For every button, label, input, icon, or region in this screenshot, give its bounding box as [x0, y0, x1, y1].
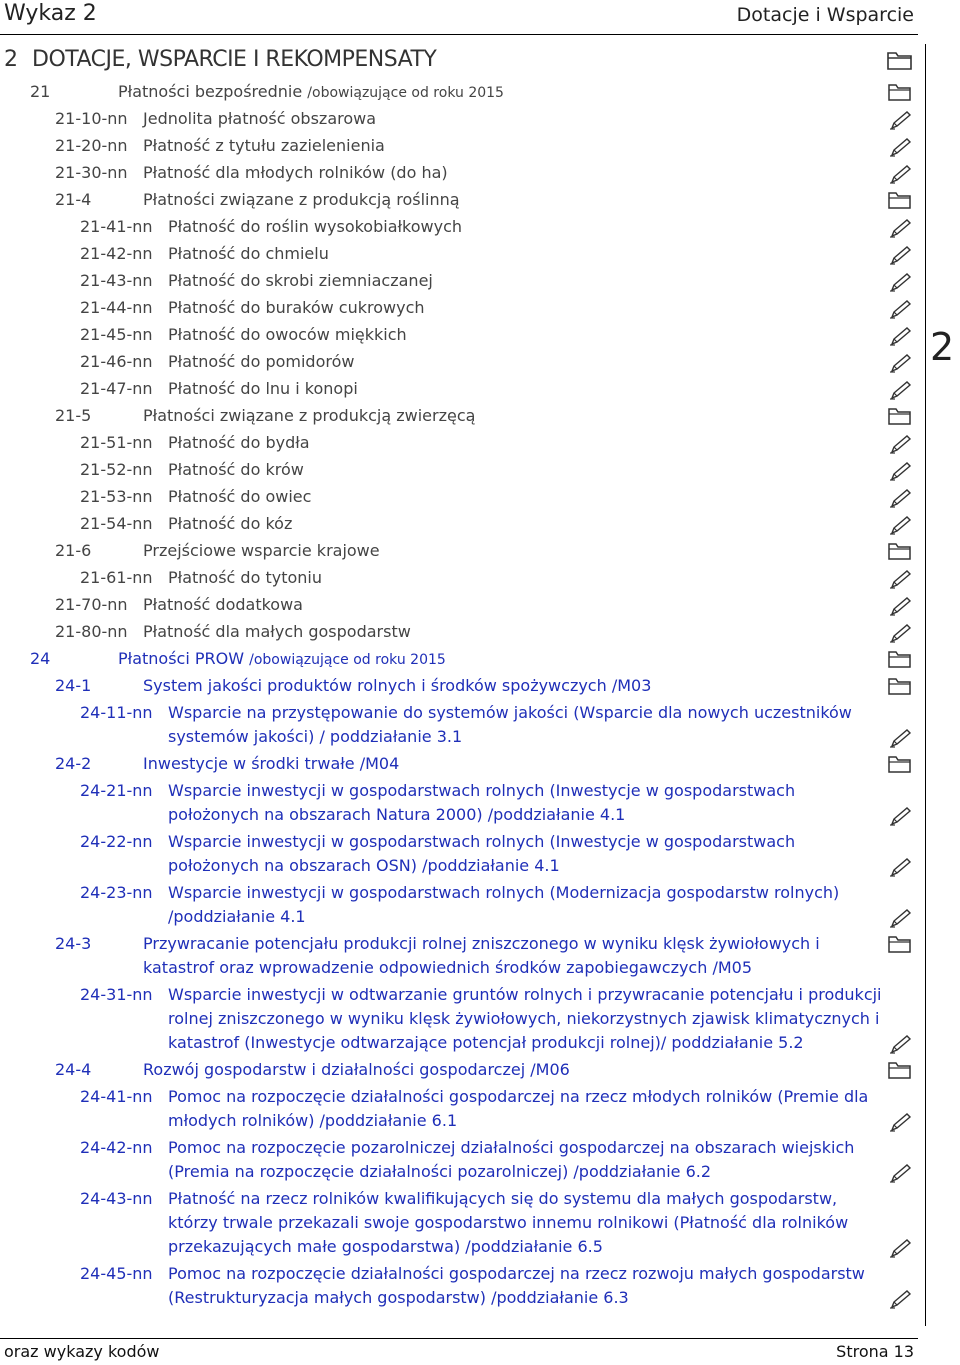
item-label — [143, 620, 878, 644]
item-label — [168, 242, 890, 266]
item-code: 21 — [30, 82, 51, 101]
item-label-text: Wsparcie inwestycji w gospodarstwach rolnych (Inwestycje w gospodarstwach położonych na obszarach OSN) /poddziałanie 4.1 — [168, 832, 796, 875]
list-item — [0, 620, 918, 647]
list-item — [0, 458, 918, 485]
item-label-text: Płatności związane z produkcją roślinną — [143, 190, 460, 209]
item-label-text: Pomoc na rozpoczęcie pozarolniczej działalności gospodarczej na obszarach wiejskich (Premia na rozpoczęcie działalności pozarolniczej) /poddziałanie 6.2 — [168, 1138, 855, 1181]
page-footer — [0, 1338, 918, 1365]
list-item — [0, 881, 918, 932]
folder-icon[interactable] — [886, 540, 914, 562]
item-label-text: Płatność do tytoniu — [168, 568, 322, 587]
pencil-icon[interactable] — [886, 1162, 914, 1184]
list-item — [0, 983, 918, 1058]
pencil-icon[interactable] — [886, 805, 914, 827]
item-label-text: Płatności bezpośrednie — [118, 82, 303, 101]
item-label — [168, 215, 890, 239]
item-label-text: Płatność z tytułu zazielenienia — [143, 136, 385, 155]
item-label — [143, 134, 878, 158]
footer-page-number: Strona 13 — [836, 1342, 914, 1361]
item-label-text: Wsparcie na przystępowanie do systemów jakości (Wsparcie dla nowych uczestników systemów jakości) / poddziałanie 3.1 — [168, 703, 852, 746]
pencil-icon[interactable] — [886, 298, 914, 320]
item-label — [168, 566, 890, 590]
list-item — [0, 80, 918, 107]
list-item — [0, 134, 918, 161]
item-label — [143, 404, 878, 428]
item-code: 24-41-nn — [80, 1087, 153, 1106]
item-code: 24-23-nn — [80, 883, 153, 902]
item-code: 21-61-nn — [80, 568, 153, 587]
item-label — [168, 431, 890, 455]
item-code: 21-46-nn — [80, 352, 153, 371]
item-code: 21-47-nn — [80, 379, 153, 398]
list-item — [0, 296, 918, 323]
item-label-text: Inwestycje w środki trwałe /M04 — [143, 754, 400, 773]
item-label-text: Płatność dodatkowa — [143, 595, 303, 614]
item-code: 21-6 — [55, 541, 92, 560]
item-label-text: Płatność do buraków cukrowych — [168, 298, 425, 317]
list-item — [0, 242, 918, 269]
item-code: 21-80-nn — [55, 622, 128, 641]
list-item — [0, 323, 918, 350]
item-label-text: Płatność dla małych gospodarstw — [143, 622, 411, 641]
list-item — [0, 1262, 918, 1313]
item-label — [143, 932, 878, 980]
item-code: 24-4 — [55, 1060, 92, 1079]
item-label — [168, 458, 890, 482]
item-code: 24-2 — [55, 754, 92, 773]
folder-icon[interactable] — [886, 753, 914, 775]
list-item — [0, 701, 918, 752]
pencil-icon[interactable] — [886, 1237, 914, 1259]
item-code: 21-52-nn — [80, 460, 153, 479]
pencil-icon[interactable] — [886, 460, 914, 482]
item-label-text: Płatność do skrobi ziemniaczanej — [168, 271, 433, 290]
header-right: Dotacje i Wsparcie — [736, 4, 914, 26]
list-item — [0, 830, 918, 881]
item-code: 24-3 — [55, 934, 92, 953]
item-label-text: Płatność dla młodych rolników (do ha) — [143, 163, 448, 182]
item-label — [143, 188, 878, 212]
pencil-icon[interactable] — [886, 379, 914, 401]
item-label-text: Płatności PROW — [118, 649, 245, 668]
pencil-icon[interactable] — [886, 433, 914, 455]
item-label — [168, 269, 890, 293]
chapter-number: 2 — [4, 47, 18, 72]
item-label-text: Płatność na rzecz rolników kwalifikujących się do systemu dla małych gospodarstw, którzy trwale przekazali swoje gospodarstwo innemu rolnikowi (Płatność dla rolników przekazujących małe gospodarstwa) /poddziałanie 6.5 — [168, 1189, 849, 1256]
item-label — [168, 512, 890, 536]
chapter-heading — [4, 45, 918, 75]
item-label — [143, 107, 878, 131]
folder-icon[interactable] — [886, 405, 914, 427]
item-code: 21-45-nn — [80, 325, 153, 344]
item-label — [143, 674, 878, 698]
list-item — [0, 593, 918, 620]
item-code: 24-42-nn — [80, 1138, 153, 1157]
list-item — [0, 566, 918, 593]
list-item — [0, 1187, 918, 1262]
item-code: 21-44-nn — [80, 298, 153, 317]
item-label — [143, 161, 878, 185]
list-item — [0, 377, 918, 404]
item-code: 24-43-nn — [80, 1189, 153, 1208]
list-item — [0, 188, 918, 215]
list-item — [0, 404, 918, 431]
item-label — [168, 377, 890, 401]
folder-icon[interactable] — [886, 49, 914, 71]
pencil-icon[interactable] — [886, 568, 914, 590]
item-label — [168, 881, 890, 929]
item-label-text: Płatność do lnu i konopi — [168, 379, 358, 398]
item-code: 24-11-nn — [80, 703, 153, 722]
item-label — [168, 983, 890, 1055]
pencil-icon[interactable] — [886, 352, 914, 374]
list-item — [0, 932, 918, 983]
pencil-icon[interactable] — [886, 1033, 914, 1055]
item-code: 21-41-nn — [80, 217, 153, 236]
item-label-text: Płatność do pomidorów — [168, 352, 355, 371]
pencil-icon[interactable] — [886, 907, 914, 929]
list-item — [0, 161, 918, 188]
pencil-icon[interactable] — [886, 727, 914, 749]
item-label-text: Płatność do owiec — [168, 487, 312, 506]
item-label-text: Płatność do owoców miękkich — [168, 325, 407, 344]
item-sublabel: /obowiązujące od roku 2015 — [249, 652, 446, 668]
item-code: 21-30-nn — [55, 163, 128, 182]
item-sublabel: /obowiązujące od roku 2015 — [307, 85, 504, 101]
item-code: 21-51-nn — [80, 433, 153, 452]
item-label — [168, 485, 890, 509]
list-item — [0, 1136, 918, 1187]
item-label-text: Pomoc na rozpoczęcie działalności gospodarczej na rzecz młodych rolników (Premie dla młodych rolników) /poddziałanie 6.1 — [168, 1087, 869, 1130]
item-code: 21-54-nn — [80, 514, 153, 533]
list-item — [0, 539, 918, 566]
item-label-text: Wsparcie inwestycji w gospodarstwach rolnych (Inwestycje w gospodarstwach położonych na obszarach Natura 2000) /poddziałanie 4.1 — [168, 781, 796, 824]
item-label-text: Wsparcie inwestycji w odtwarzanie gruntów rolnych i przywracanie potencjału i produkcji rolnej zniszczonego w wyniku klęsk żywiołowych, niekorzystnych zjawisk klimatycznych i katastrof (Inwestycje odtwarzające potencjał produkcji rolnej)/ poddziałanie 5.2 — [168, 985, 882, 1052]
item-label-text: Przejściowe wsparcie krajowe — [143, 541, 380, 560]
folder-icon[interactable] — [886, 189, 914, 211]
item-code: 21-20-nn — [55, 136, 128, 155]
folder-icon[interactable] — [886, 933, 914, 955]
item-label-text: Płatność do kóz — [168, 514, 293, 533]
chapter-side-tab: 2 — [930, 325, 955, 369]
item-code: 24 — [30, 649, 51, 668]
item-code: 21-10-nn — [55, 109, 128, 128]
folder-icon[interactable] — [886, 81, 914, 103]
item-label — [118, 647, 878, 672]
page-header — [0, 0, 918, 35]
item-label — [143, 1058, 878, 1082]
pencil-icon[interactable] — [886, 244, 914, 266]
item-code: 24-22-nn — [80, 832, 153, 851]
item-label-text: Płatności związane z produkcją zwierzęcą — [143, 406, 476, 425]
item-label-text: Jednolita płatność obszarowa — [143, 109, 377, 128]
item-code: 21-42-nn — [80, 244, 153, 263]
code-list — [0, 80, 918, 1313]
item-label-text: Płatność do krów — [168, 460, 304, 479]
item-label — [168, 1187, 890, 1259]
item-code: 24-31-nn — [80, 985, 153, 1004]
item-label — [168, 296, 890, 320]
item-label — [168, 779, 890, 827]
list-item — [0, 107, 918, 134]
list-item — [0, 215, 918, 242]
list-item — [0, 647, 918, 674]
item-label — [143, 752, 878, 776]
item-code: 24-21-nn — [80, 781, 153, 800]
item-code: 24-1 — [55, 676, 92, 695]
pencil-icon[interactable] — [886, 487, 914, 509]
pencil-icon[interactable] — [886, 856, 914, 878]
item-label — [168, 323, 890, 347]
list-item — [0, 431, 918, 458]
item-label-text: Wsparcie inwestycji w gospodarstwach rolnych (Modernizacja gospodarstw rolnych) /poddziałanie 4.1 — [168, 883, 840, 926]
folder-icon[interactable] — [886, 1059, 914, 1081]
list-item — [0, 269, 918, 296]
pencil-icon[interactable] — [886, 622, 914, 644]
list-item — [0, 779, 918, 830]
list-item — [0, 674, 918, 701]
item-code: 21-43-nn — [80, 271, 153, 290]
item-label-text: System jakości produktów rolnych i środków spożywczych /M03 — [143, 676, 652, 695]
item-label — [168, 1085, 890, 1133]
chapter-title: DOTACJE, WSPARCIE I REKOMPENSATY — [32, 47, 437, 72]
pencil-icon[interactable] — [886, 271, 914, 293]
pencil-icon[interactable] — [886, 217, 914, 239]
footer-left: oraz wykazy kodów — [4, 1342, 160, 1361]
list-item — [0, 1058, 918, 1085]
item-label-text: Pomoc na rozpoczęcie działalności gospodarczej na rzecz rozwoju małych gospodarstw (Restrukturyzacja małych gospodarstw) /poddziałanie 6.3 — [168, 1264, 865, 1307]
list-item — [0, 752, 918, 779]
pencil-icon[interactable] — [886, 514, 914, 536]
side-divider — [925, 44, 926, 1326]
pencil-icon[interactable] — [886, 1288, 914, 1310]
folder-icon[interactable] — [886, 648, 914, 670]
item-code: 21-70-nn — [55, 595, 128, 614]
item-label — [143, 593, 878, 617]
pencil-icon[interactable] — [886, 595, 914, 617]
item-label-text: Płatność do roślin wysokobiałkowych — [168, 217, 463, 236]
item-label — [168, 350, 890, 374]
pencil-icon[interactable] — [886, 325, 914, 347]
item-label — [118, 80, 878, 105]
item-label — [143, 539, 878, 563]
list-item — [0, 485, 918, 512]
item-label-text: Płatność do bydła — [168, 433, 310, 452]
item-label — [168, 1136, 890, 1184]
item-label-text: Płatność do chmielu — [168, 244, 329, 263]
header-left: Wykaz 2 — [4, 1, 97, 26]
pencil-icon[interactable] — [886, 109, 914, 131]
item-code: 21-5 — [55, 406, 92, 425]
list-item — [0, 512, 918, 539]
pencil-icon[interactable] — [886, 1111, 914, 1133]
folder-icon[interactable] — [886, 675, 914, 697]
pencil-icon[interactable] — [886, 163, 914, 185]
list-item — [0, 350, 918, 377]
item-label-text: Rozwój gospodarstw i działalności gospodarczej /M06 — [143, 1060, 570, 1079]
item-label — [168, 830, 890, 878]
item-code: 24-45-nn — [80, 1264, 153, 1283]
pencil-icon[interactable] — [886, 136, 914, 158]
item-label — [168, 701, 890, 749]
item-code: 21-53-nn — [80, 487, 153, 506]
list-item — [0, 1085, 918, 1136]
item-label — [168, 1262, 890, 1310]
item-code: 21-4 — [55, 190, 92, 209]
item-label-text: Przywracanie potencjału produkcji rolnej zniszczonego w wyniku klęsk żywiołowych i katastrof oraz wprowadzenie odpowiednich środków zapobiegawczych /M05 — [143, 934, 820, 977]
